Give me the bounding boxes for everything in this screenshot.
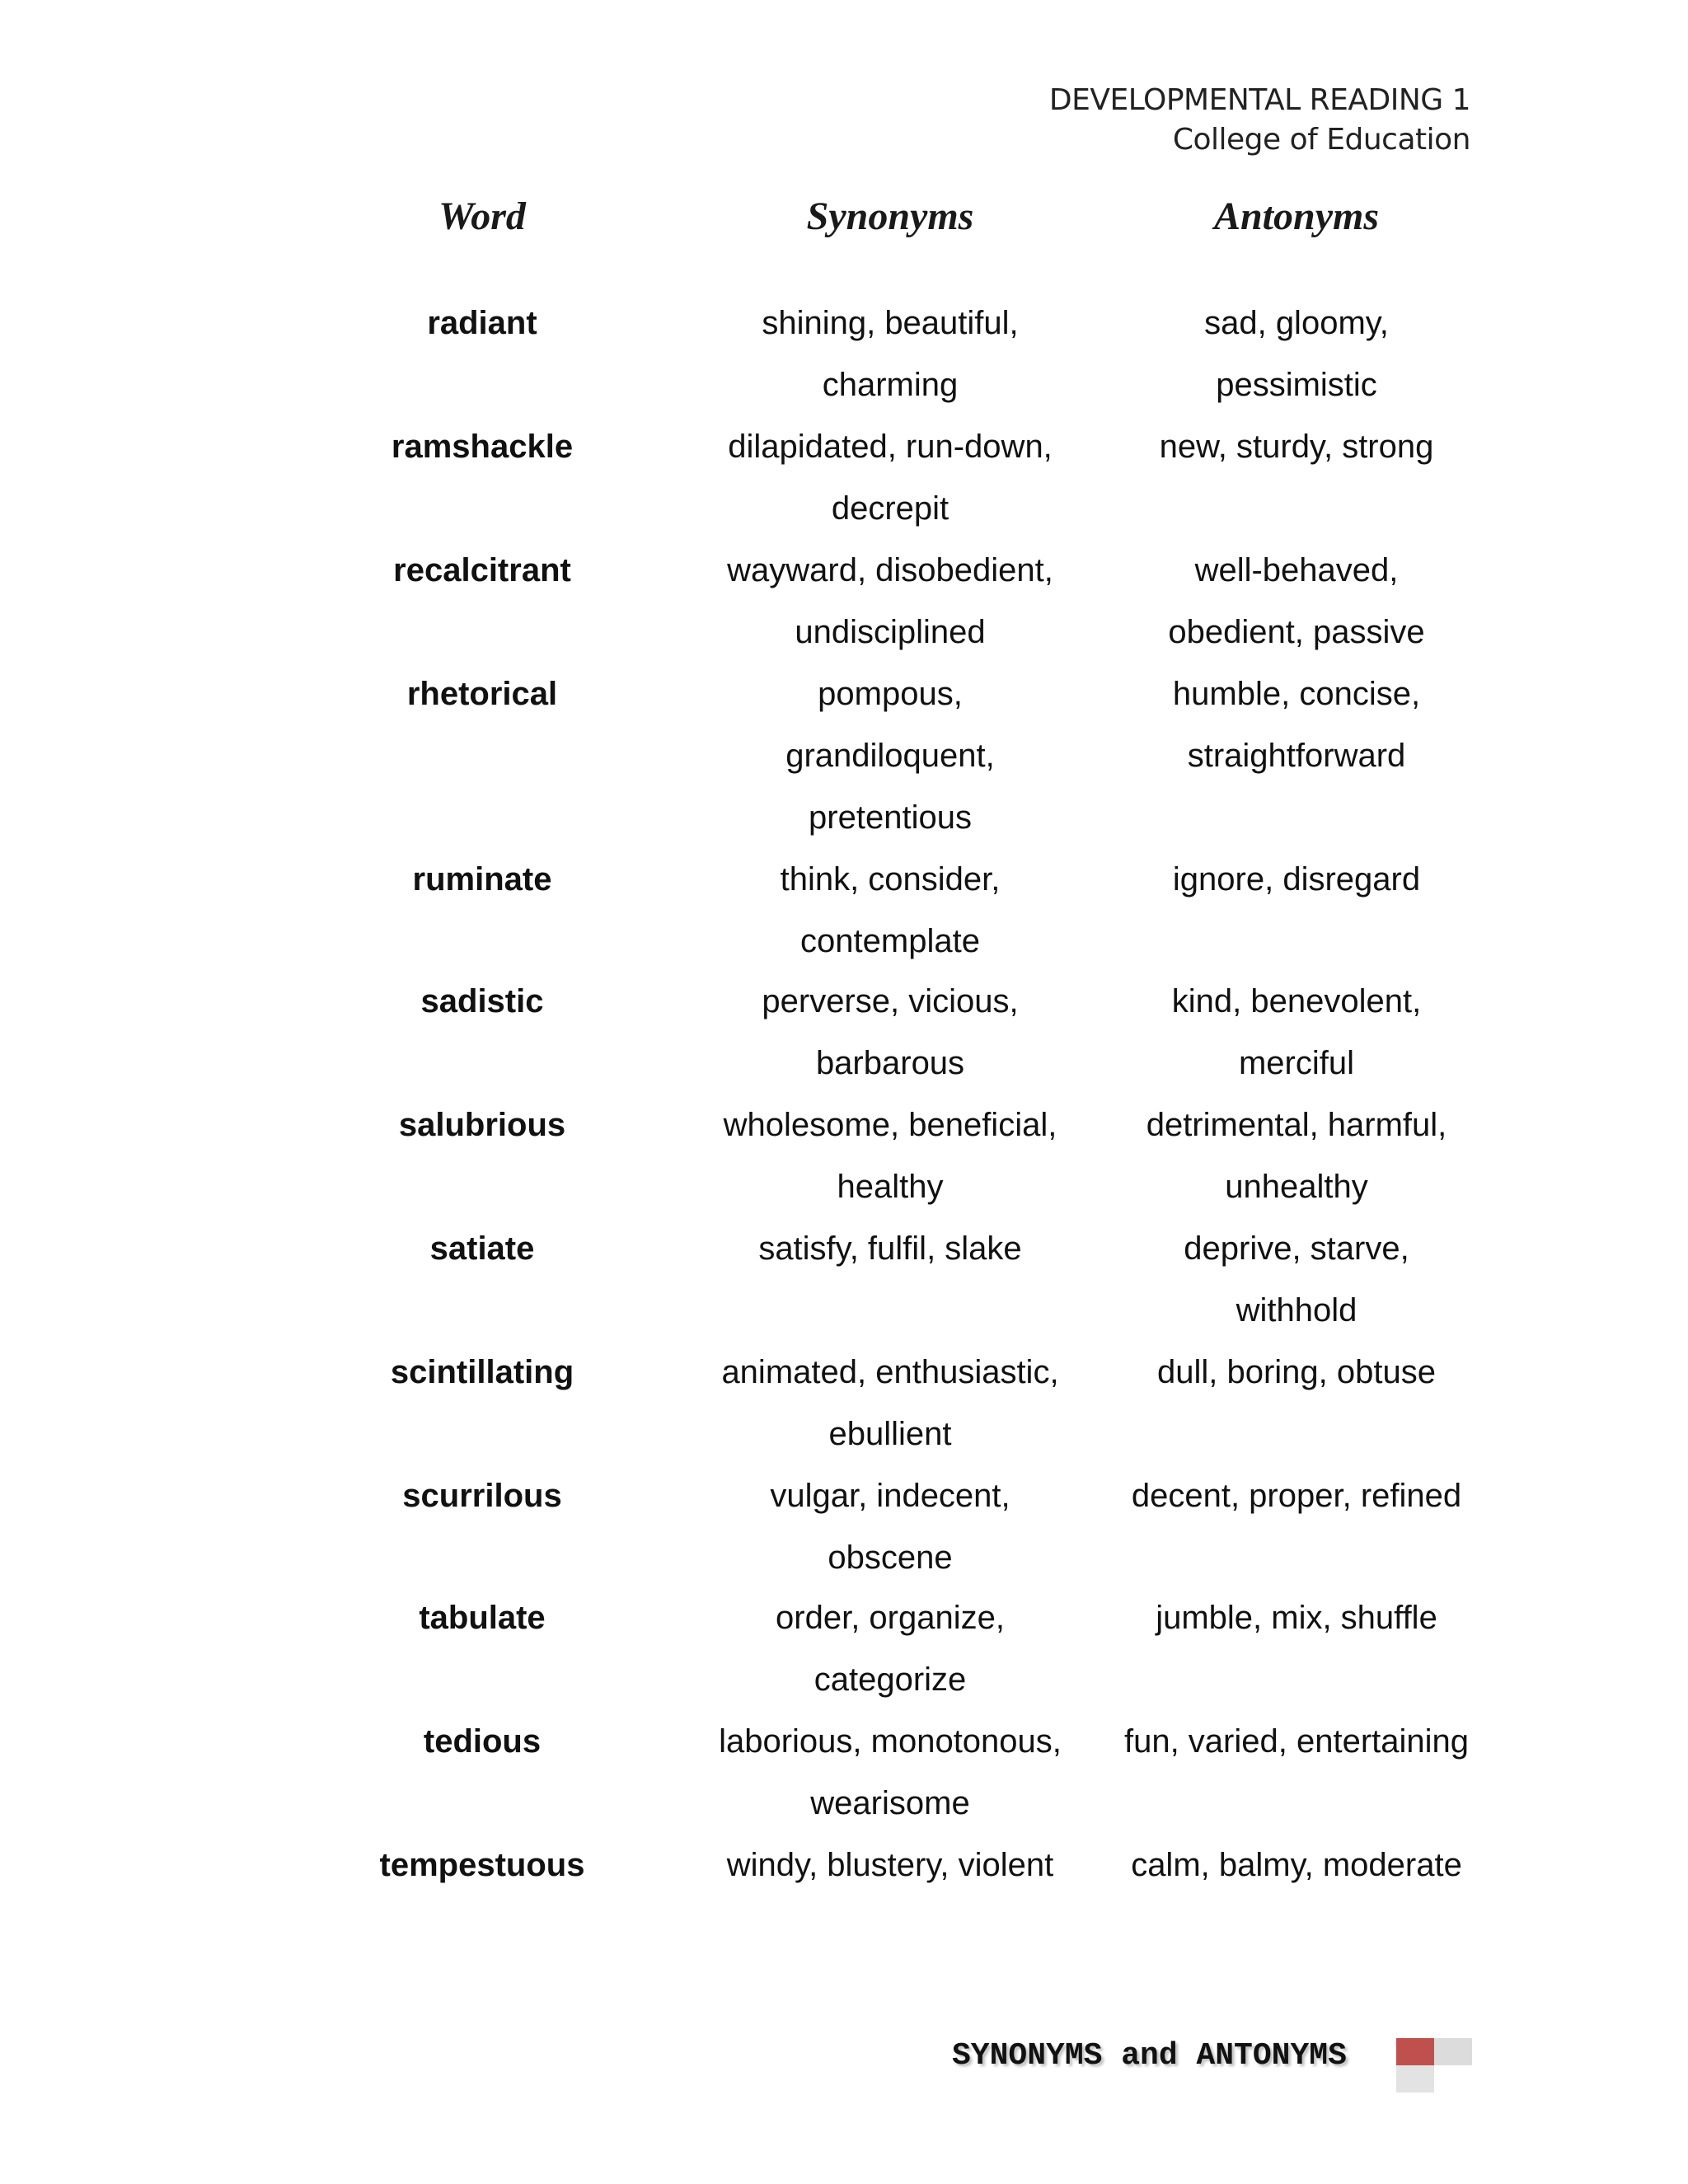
synonyms-cell: shining, beautiful, charming <box>762 305 1019 403</box>
antonyms-cell: deprive, starve, withhold <box>1184 1230 1409 1329</box>
synonyms-cell: perverse, vicious, barbarous <box>762 983 1019 1081</box>
antonyms-cell: sad, gloomy, pessimistic <box>1204 305 1389 403</box>
table-row <box>0 1342 1688 1465</box>
word-cell: tempestuous <box>379 1847 585 1883</box>
antonyms-cell: kind, benevolent, merciful <box>1171 983 1422 1081</box>
word-cell: scintillating <box>390 1354 574 1390</box>
column-header-antonyms: Antonyms <box>1213 194 1380 238</box>
antonyms-cell: decent, proper, refined <box>1131 1478 1462 1514</box>
table-row <box>0 1094 1688 1218</box>
table-row <box>0 1587 1688 1711</box>
word-cell: salubrious <box>398 1107 566 1143</box>
word-cell: scurrilous <box>402 1478 562 1514</box>
antonyms-cell: calm, balmy, moderate <box>1131 1847 1462 1883</box>
antonyms-cell: well-behaved, obedient, passive <box>1168 552 1425 650</box>
word-cell: tedious <box>423 1723 542 1760</box>
synonyms-cell: satisfy, fulfil, slake <box>758 1230 1022 1267</box>
word-cell: recalcitrant <box>393 552 571 588</box>
word-cell: sadistic <box>420 983 544 1019</box>
red-square <box>1396 2038 1434 2065</box>
synonyms-cell: dilapidated, run-down, decrepit <box>728 429 1053 527</box>
vocabulary-table <box>0 293 1688 1900</box>
word-cell: satiate <box>429 1230 535 1267</box>
word-cell: tabulate <box>419 1600 546 1636</box>
synonyms-cell: vulgar, indecent, obscene <box>770 1478 1010 1576</box>
table-row <box>0 1835 1688 1900</box>
column-header-synonyms: Synonyms <box>806 194 974 238</box>
table-row <box>0 1465 1688 1587</box>
synonyms-cell: wholesome, beneficial, healthy <box>723 1107 1057 1205</box>
word-cell: ramshackle <box>391 429 574 465</box>
synonyms-cell: animated, enthusiastic, ebullient <box>721 1354 1059 1452</box>
synonyms-cell: think, consider, contemplate <box>780 861 1001 959</box>
table-row <box>0 663 1688 849</box>
word-cell: ruminate <box>412 861 552 898</box>
column-header-word: Word <box>438 194 526 238</box>
table-row <box>0 971 1688 1094</box>
word-cell: rhetorical <box>406 676 558 712</box>
table-header <box>0 188 1688 246</box>
antonyms-cell: new, sturdy, strong <box>1159 429 1434 465</box>
antonyms-cell: detrimental, harmful, unhealthy <box>1146 1107 1447 1205</box>
table-row <box>0 540 1688 663</box>
table-row <box>0 1711 1688 1835</box>
course-title: DEVELOPMENTAL READING 1 <box>1048 83 1470 117</box>
running-header <box>1049 81 1470 160</box>
table-row <box>0 416 1688 540</box>
table-row <box>0 1218 1688 1342</box>
table-row <box>0 293 1688 416</box>
grey-square <box>1434 2038 1472 2065</box>
footer-squares-logo <box>1396 2038 1479 2093</box>
footer-title: SYNONYMS and ANTONYMS <box>952 2038 1347 2074</box>
synonyms-cell: wayward, disobedient, undisciplined <box>727 552 1053 650</box>
synonyms-cell: pompous, grandiloquent, pretentious <box>785 676 995 836</box>
word-cell: radiant <box>427 305 537 341</box>
antonyms-cell: ignore, disregard <box>1172 861 1421 898</box>
antonyms-cell: fun, varied, entertaining <box>1123 1723 1470 1760</box>
synonyms-cell: order, organize, categorize <box>776 1600 1005 1698</box>
table-row <box>0 849 1688 971</box>
antonyms-cell: jumble, mix, shuffle <box>1156 1600 1437 1636</box>
college-name: College of Education <box>1172 123 1470 157</box>
synonyms-cell: windy, blustery, violent <box>726 1847 1054 1883</box>
synonyms-cell: laborious, monotonous, wearisome <box>719 1723 1062 1821</box>
antonyms-cell: humble, concise, straightforward <box>1172 676 1421 774</box>
antonyms-cell: dull, boring, obtuse <box>1156 1354 1436 1390</box>
grey-square <box>1396 2065 1434 2093</box>
